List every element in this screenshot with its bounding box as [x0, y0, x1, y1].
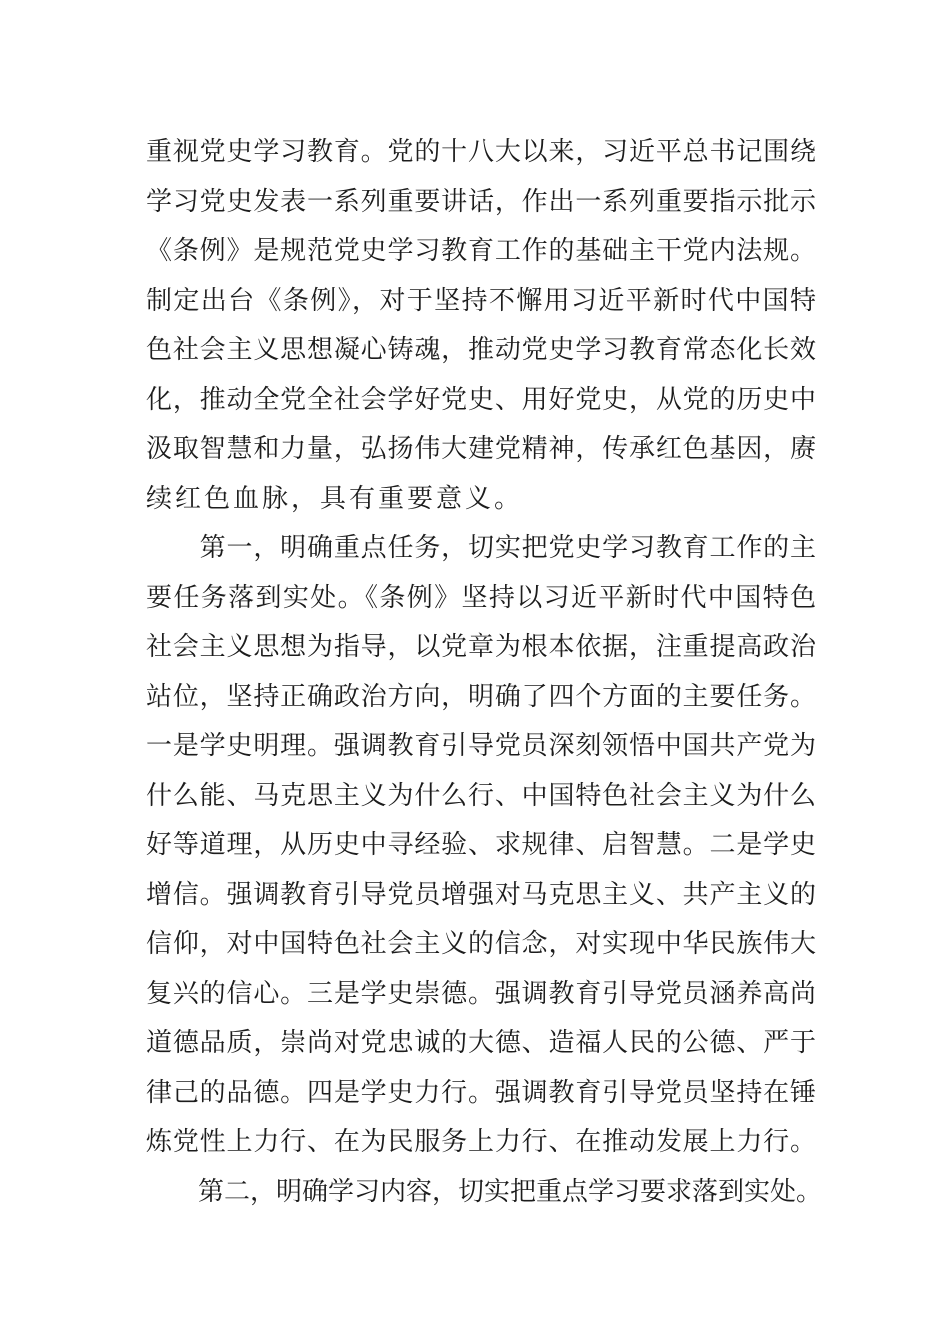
text-line-12: 站位，坚持正确政治方向，明确了四个方面的主要任务。: [146, 681, 816, 712]
text-line-2: 学习党史发表一系列重要讲话，作出一系列重要指示批示: [146, 186, 816, 217]
text-line-3: 《条例》是规范党史学习教育工作的基础主干党内法规。: [146, 236, 816, 266]
text-line-15: 好等道理，从历史中寻经验、求规律、启智慧。二是学史: [146, 830, 816, 860]
text-line-1: 重视党史学习教育。党的十八大以来，习近平总书记围绕: [146, 137, 816, 167]
text-line-6: 化，推动全党全社会学好党史、用好党史，从党的历史中: [146, 384, 816, 415]
text-line-11: 社会主义思想为指导，以党章为根本依据，注重提高政治: [146, 632, 816, 662]
text-line-22: 第二，明确学习内容，切实把重点学习要求落到实处。: [146, 1176, 823, 1207]
document-body: [146, 128, 823, 1217]
text-line-7: 汲取智慧和力量，弘扬伟大建党精神，传承红色基因，赓: [146, 434, 816, 464]
text-line-4: 制定出台《条例》，对于坚持不懈用习近平新时代中国特: [146, 285, 816, 316]
text-line-21: 炼党性上力行、在为民服务上力行、在推动发展上力行。: [146, 1127, 816, 1157]
text-line-10: 要任务落到实处。《条例》坚持以习近平新时代中国特色: [146, 582, 816, 613]
text-line-19: 道德品质，崇尚对党忠诚的大德、造福人民的公德、严于: [146, 1028, 816, 1058]
text-line-16: 增信。强调教育引导党员增强对马克思主义、共产主义的: [146, 879, 816, 910]
text-line-20: 律己的品德。四是学史力行。强调教育引导党员坚持在锤: [146, 1077, 816, 1108]
text-line-14: 什么能、马克思主义为什么行、中国特色社会主义为什么: [146, 780, 816, 811]
text-line-8: 续红色血脉，具有重要意义。: [146, 483, 524, 514]
text-line-13: 一是学史明理。强调教育引导党员深刻领悟中国共产党为: [146, 731, 816, 761]
text-line-18: 复兴的信心。三是学史崇德。强调教育引导党员涵养高尚: [146, 978, 816, 1009]
text-line-5: 色社会主义思想凝心铸魂，推动党史学习教育常态化长效: [146, 335, 816, 365]
text-line-9: 第一，明确重点任务，切实把党史学习教育工作的主: [146, 533, 816, 563]
text-line-17: 信仰，对中国特色社会主义的信念，对实现中华民族伟大: [146, 929, 816, 959]
